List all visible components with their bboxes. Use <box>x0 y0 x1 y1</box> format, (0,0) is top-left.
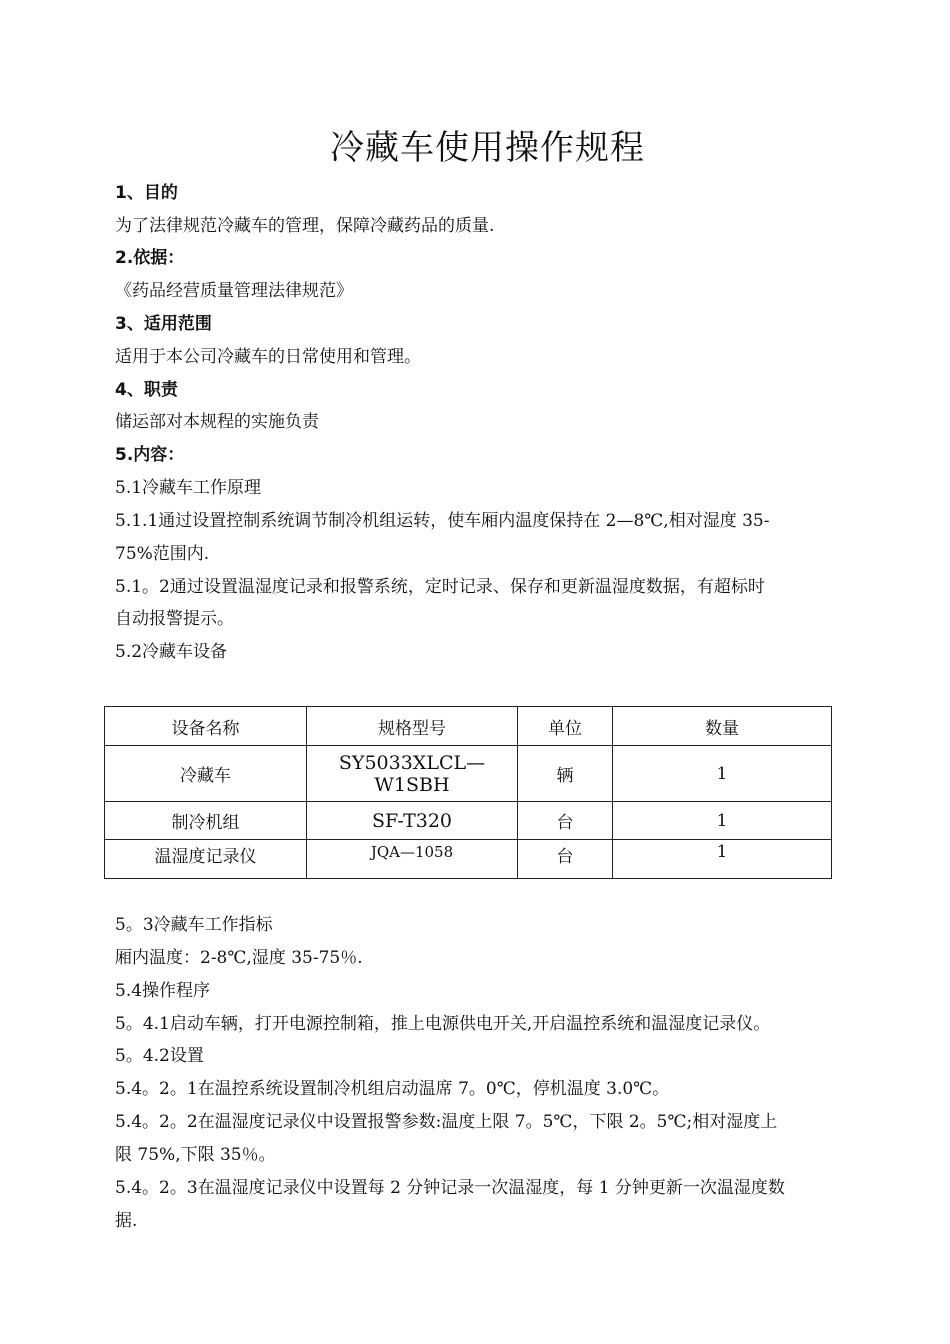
section-5-4-2: 5。4.2设置 <box>115 1046 204 1066</box>
cell-qty: 1 <box>613 840 832 879</box>
section-5-4-2-2-line2: 限 75%,下限 35％。 <box>115 1145 276 1165</box>
basis-heading: 2.依据： <box>115 248 185 268</box>
section-5-4-2-1: 5.4。2。1在温控系统设置制冷机组启动温席 7。0℃，停机温度 3.0℃。 <box>115 1079 670 1099</box>
cell-name: 冷藏车 <box>105 746 307 802</box>
table-row <box>105 802 832 840</box>
scope-text: 适用于本公司冷藏车的日常使用和管理。 <box>115 347 421 367</box>
cell-unit: 辆 <box>518 746 613 802</box>
section-5-3-text: 厢内温度：2-8℃,湿度 35-75％. <box>115 948 363 968</box>
content-heading: 5.内容： <box>115 445 185 465</box>
cell-qty: 1 <box>613 746 832 802</box>
cell-qty: 1 <box>613 802 832 840</box>
duty-heading: 4、职责 <box>115 380 178 400</box>
section-5-1-2-line1: 5.1。2通过设置温湿度记录和报警系统，定时记录、保存和更新温湿度数据，有超标时 <box>115 577 765 597</box>
purpose-text: 为了法律规范冷藏车的管理，保障冷藏药品的质量. <box>115 216 495 236</box>
section-5-4-2-3-line1: 5.4。2。3在温湿度记录仪中设置每 2 分钟记录一次温湿度，每 1 分钟更新一次温湿度数 <box>115 1178 785 1198</box>
header-name: 设备名称 <box>105 707 307 746</box>
document-title: 冷藏车使用操作规程 <box>330 128 645 168</box>
section-5-1: 5.1冷藏车工作原理 <box>115 478 262 498</box>
cell-unit: 台 <box>518 802 613 840</box>
section-5-4-1: 5。4.1启动车辆，打开电源控制箱，推上电源供电开关,开启温控系统和温湿度记录仪。 <box>115 1014 771 1034</box>
cell-model: JQA—1058 <box>307 840 518 879</box>
section-5-4: 5.4操作程序 <box>115 981 211 1001</box>
duty-text: 储运部对本规程的实施负责 <box>115 412 319 432</box>
cell-model-line1: SY5033XLCL— <box>338 751 486 774</box>
section-5-2: 5.2冷藏车设备 <box>115 642 228 662</box>
cell-model <box>307 746 518 802</box>
section-5-4-2-3-line2: 据. <box>115 1211 138 1231</box>
purpose-heading: 1、目的 <box>115 183 178 203</box>
section-5-1-2-line2: 自动报警提示。 <box>115 609 234 629</box>
table-row <box>105 746 832 802</box>
cell-unit: 台 <box>518 840 613 879</box>
section-5-3: 5。3冷藏车工作指标 <box>115 915 273 935</box>
cell-name: 制冷机组 <box>105 802 307 840</box>
cell-model: SF-T320 <box>307 802 518 840</box>
table-row <box>105 840 832 879</box>
header-model: 规格型号 <box>307 707 518 746</box>
cell-model-line2: W1SBH <box>374 773 450 796</box>
section-5-4-2-2-line1: 5.4。2。2在温湿度记录仪中设置报警参数:温度上限 7。5℃，下限 2。5℃;相对湿度上 <box>115 1112 778 1132</box>
basis-text: 《药品经营质量管理法律规范》 <box>115 281 353 301</box>
header-unit: 单位 <box>518 707 613 746</box>
header-qty: 数量 <box>613 707 832 746</box>
cell-name: 温湿度记录仪 <box>105 840 307 879</box>
section-5-1-1-line1: 5.1.1通过设置控制系统调节制冷机组运转，使车厢内温度保持在 2—8℃,相对湿度 35- <box>115 511 770 531</box>
equipment-table <box>104 706 832 879</box>
table-header-row <box>105 707 832 746</box>
scope-heading: 3、适用范围 <box>115 314 212 334</box>
section-5-1-1-line2: 75%范围内. <box>115 544 210 564</box>
